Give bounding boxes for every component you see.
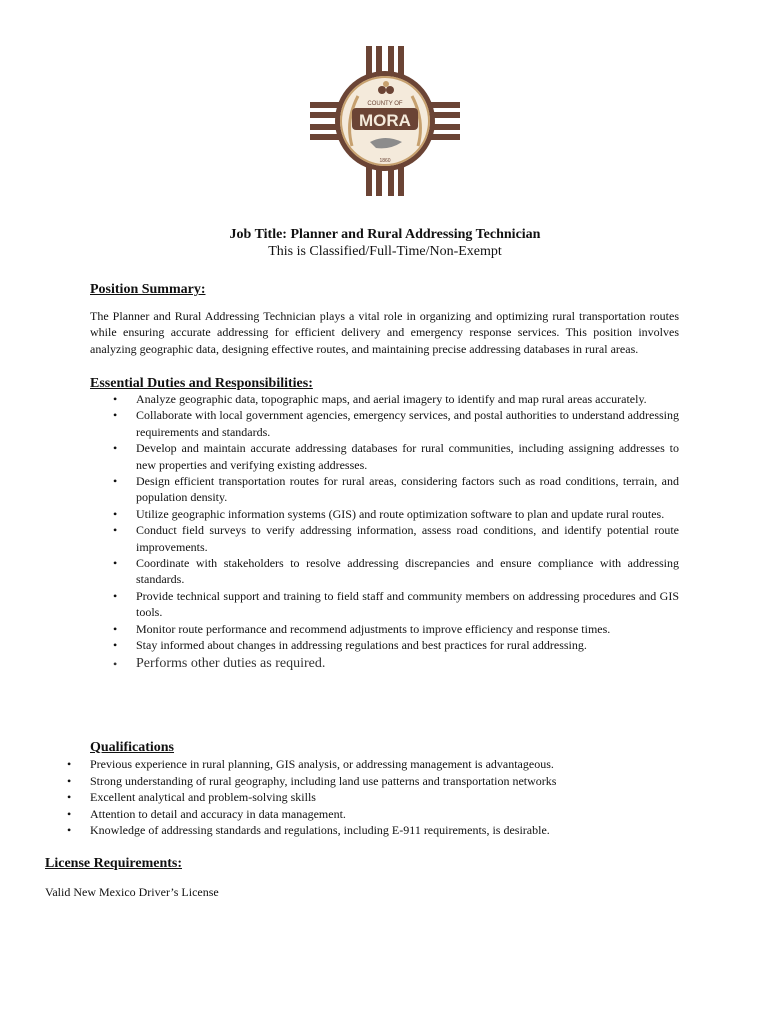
bullet: •	[113, 392, 118, 406]
qualifications-heading: Qualifications	[90, 740, 175, 755]
bullet: •	[113, 588, 118, 603]
license-heading: License Requirements:	[45, 856, 182, 871]
duties-heading: Essential Duties and Responsibilities:	[90, 376, 313, 391]
list-item: • Stay informed about changes in addressing regulations and best practices for rural addressing.	[113, 638, 587, 653]
list-item: • Strong understanding of rural geography, including land use patterns and transportation networks	[67, 773, 557, 788]
list-item: • Provide technical support and training to field staff and community members on addressing procedures and GIS tools.	[113, 588, 679, 620]
list-item: • Monitor route performance and recommend adjustments to improve efficiency and response times.	[113, 621, 611, 636]
bullet: •	[67, 806, 72, 821]
classification: This is Classified/Full-Time/Non-Exempt	[268, 244, 502, 259]
list-item: • Design efficient transportation routes for rural areas, considering factors such as road conditions, terrain, and population density.	[113, 474, 679, 505]
job-title: Job Title: Planner and Rural Addressing Technician	[229, 227, 541, 242]
list-item: • Performs other duties as required.	[113, 654, 679, 674]
logo-year: 1860	[379, 158, 391, 164]
bullet: •	[113, 621, 118, 636]
list-item: • Previous experience in rural planning, GIS analysis, or addressing management is advantageous.	[67, 757, 554, 771]
list-item: • Develop and maintain accurate addressing databases for rural communities, including assigning addresses to new properties and verifying existing addresses.	[113, 441, 679, 472]
county-seal-logo	[310, 46, 460, 196]
bullet: •	[113, 474, 118, 489]
title-block	[0, 226, 770, 260]
logo-text-top: COUNTY OF	[367, 101, 403, 107]
list-item: • Attention to detail and accuracy in data management.	[67, 806, 346, 821]
list-item: • Conduct field surveys to verify addressing information, assess road conditions, and identify potential route improvements.	[113, 523, 679, 554]
bullet: •	[113, 506, 118, 521]
bullet: •	[67, 757, 72, 771]
bullet: •	[113, 556, 118, 571]
list-item: • Excellent analytical and problem-solving skills	[67, 790, 316, 804]
bullet: •	[67, 790, 72, 804]
bullet: •	[113, 656, 118, 671]
duties-list	[113, 391, 679, 674]
position-summary-heading: Position Summary:	[90, 282, 206, 297]
bullet: •	[113, 638, 118, 653]
list-item: • Knowledge of addressing standards and regulations, including E-911 requirements, is desirable.	[67, 823, 550, 837]
bullet: •	[113, 408, 118, 423]
list-item: • Utilize geographic information systems (GIS) and route optimization software to plan and update rural routes.	[113, 506, 665, 521]
bullet: •	[113, 523, 118, 538]
bullet: •	[113, 441, 118, 456]
bullet: •	[67, 773, 72, 788]
list-item: • Analyze geographic data, topographic maps, and aerial imagery to identify and map rural areas accurately.	[113, 392, 647, 406]
license-text: Valid New Mexico Driver’s License	[45, 885, 219, 899]
list-item: • Coordinate with stakeholders to resolve addressing discrepancies and ensure compliance with addressing standards.	[113, 556, 679, 587]
position-summary-text: The Planner and Rural Addressing Technician plays a vital role in organizing and optimizing rural transportation routes while ensuring accurate addressing for efficient delivery and emergency response services. This position involves analyzing geographic data, designing effective routes, and maintaining precise addressing databases in rural areas.	[90, 309, 679, 356]
logo-text-main: MORA	[359, 111, 411, 130]
qualifications-list	[67, 756, 687, 839]
bullet: •	[67, 823, 72, 837]
list-item: • Collaborate with local government agencies, emergency services, and postal authorities to understand addressing requirements and standards.	[113, 408, 679, 439]
